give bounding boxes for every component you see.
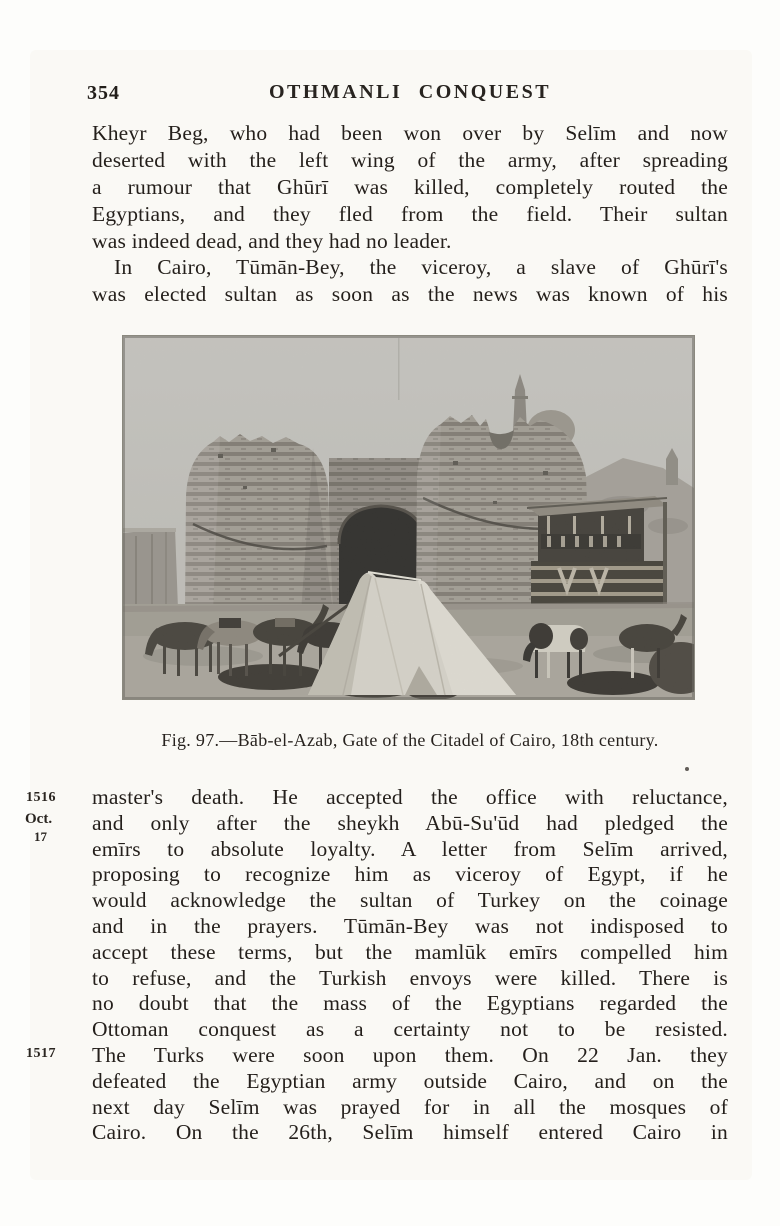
running-header: OTHMANLI CONQUEST [268,81,552,103]
text-line: The Turks were soon upon them. On 22 Jan. they [92,1042,728,1067]
margin-date-month: Oct. [25,811,53,827]
halftone-grain [123,336,694,699]
text-line: was indeed dead, and they had no leader. [92,228,452,253]
figure-caption: Fig. 97.—Bāb-el-Azab, Gate of the Citadel of Cairo, 18th century. [161,730,659,750]
text-line: and only after the sheykh Abū-Su'ūd had pledged the [92,810,728,835]
text-line: master's death. He accepted the office with reluctance, [92,785,728,809]
paragraph-1 [92,120,728,308]
margin-date-day: 17 [34,829,47,844]
text-line: Cairo. On the 26th, Selīm himself entered Cairo in [92,1120,728,1145]
text-line: Egyptians, and they fled from the field. Their sultan [92,201,728,226]
paragraph-2 [92,785,728,1146]
text-line: and in the prayers. Tūmān-Bey was not indisposed to [92,913,728,938]
print-speck [685,767,689,771]
text-line: emīrs to absolute loyalty. A letter from Selīm arrived, [92,836,728,861]
text-line: would acknowledge the sultan of Turkey on the coinage [92,888,728,913]
text-line: deserted with the left wing of the army, after spreading [92,147,728,172]
citadel-photo-illustration [123,336,694,699]
margin-date-year: 1517 [26,1046,56,1061]
text-line: proposing to recognize him as viceroy of Egypt, if he [92,862,728,887]
text-line: Ottoman conquest as a certainty not to be resisted. [92,1017,728,1042]
text-line: In Cairo, Tūmān-Bey, the viceroy, a slave of Ghūrī's [114,255,728,280]
page-number: 354 [87,82,120,104]
text-line: Kheyr Beg, who had been won over by Selīm and now [92,121,728,145]
text-line: to refuse, and the Turkish envoys were killed. There is [92,965,728,990]
figure-photo [122,335,695,700]
text-line: a rumour that Ghūrī was killed, completely routed the [92,174,728,199]
margin-date-year: 1516 [26,790,56,805]
text-line: was elected sultan as soon as the news was known of his [92,282,728,307]
text-line: next day Selīm was prayed for in all the mosques of [92,1094,728,1119]
text-line: defeated the Egyptian army outside Cairo, and on the [92,1068,728,1093]
text-line: no doubt that the mass of the Egyptians regarded the [92,991,728,1016]
text-line: accept these terms, but the mamlūk emīrs compelled him [92,939,728,964]
